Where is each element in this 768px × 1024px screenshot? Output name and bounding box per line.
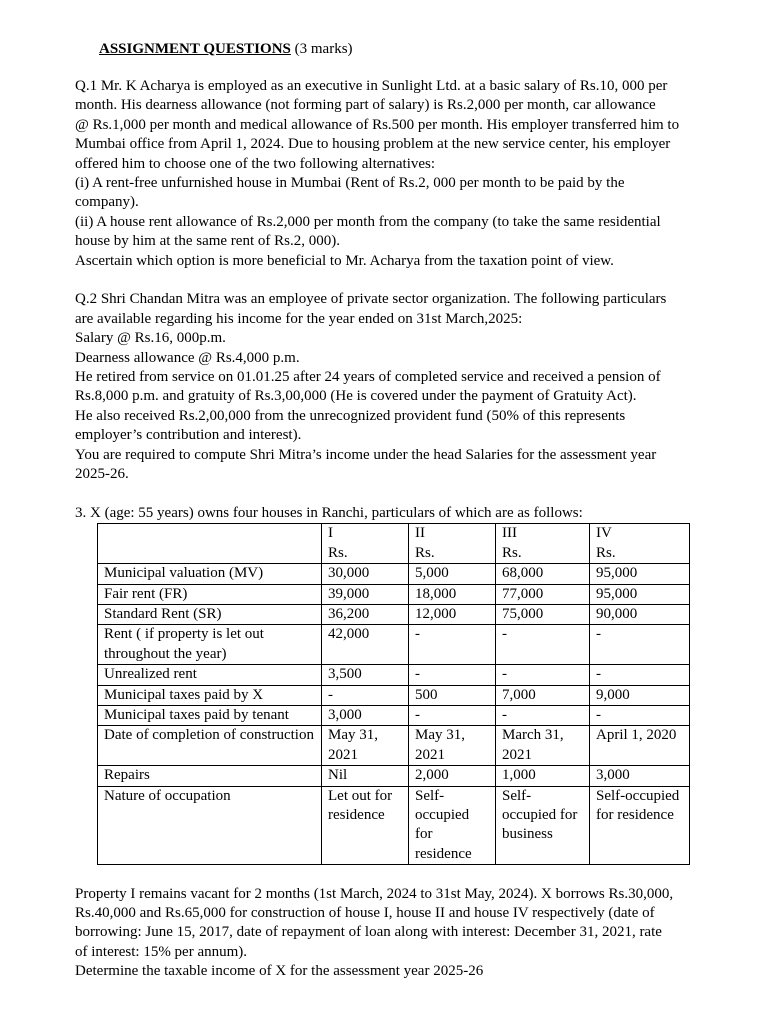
assignment-heading: [99, 38, 700, 60]
table-cell: -: [496, 705, 590, 725]
table-cell: -: [409, 665, 496, 685]
table-cell: -: [409, 705, 496, 725]
table-row: [98, 604, 690, 624]
question-3: [75, 504, 700, 982]
table-row: [98, 685, 690, 705]
q3-line: of interest: 15% per annum).: [75, 943, 248, 960]
table-cell: 39,000: [322, 584, 409, 604]
table-header-cell: I Rs.: [322, 524, 409, 564]
table-cell: 9,000: [590, 685, 690, 705]
row-label: Fair rent (FR): [98, 584, 322, 604]
q2-line: Rs.8,000 p.m. and gratuity of Rs.3,00,000 (He is covered under the payment of Gratuity Act).: [75, 388, 637, 405]
table-cell: -: [496, 625, 590, 665]
table-cell: March 31, 2021: [496, 726, 590, 766]
table-cell: 3,000: [322, 705, 409, 725]
table-cell: Nil: [322, 766, 409, 786]
heading-title: ASSIGNMENT QUESTIONS: [99, 41, 291, 57]
q1-line: Ascertain which option is more beneficial to Mr. Acharya from the taxation point of view.: [75, 252, 614, 269]
table-header-cell: II Rs.: [409, 524, 496, 564]
table-cell: 12,000: [409, 604, 496, 624]
table-row: [98, 705, 690, 725]
table-cell: 3,500: [322, 665, 409, 685]
table-cell: May 31, 2021: [409, 726, 496, 766]
q1-line: (ii) A house rent allowance of Rs.2,000 per month from the company (to take the same residential: [75, 213, 661, 230]
table-cell: 2,000: [409, 766, 496, 786]
table-row: [98, 766, 690, 786]
q2-line: employer’s contribution and interest).: [75, 427, 302, 444]
document-page: [75, 38, 700, 982]
table-cell: 5,000: [409, 564, 496, 584]
row-label: Repairs: [98, 766, 322, 786]
table-cell: 95,000: [590, 584, 690, 604]
table-cell: 30,000: [322, 564, 409, 584]
q1-line: offered him to choose one of the two following alternatives:: [75, 155, 436, 172]
q3-intro: 3. X (age: 55 years) owns four houses in Ranchi, particulars of which are as follows:: [75, 504, 583, 521]
row-label: Standard Rent (SR): [98, 604, 322, 624]
table-cell: 3,000: [590, 766, 690, 786]
q2-line: He retired from service on 01.01.25 after 24 years of completed service and received a pension of: [75, 369, 661, 386]
question-2: [75, 290, 700, 484]
table-header-row: [98, 524, 690, 564]
q1-line: Mumbai office from April 1, 2024. Due to housing problem at the new service center, his employer: [75, 136, 671, 153]
table-cell: Let out for residence: [322, 786, 409, 865]
q1-line: (i) A rent-free unfurnished house in Mumbai (Rent of Rs.2, 000 per month to be paid by the: [75, 175, 625, 192]
table-row: [98, 625, 690, 665]
table-cell: 1,000: [496, 766, 590, 786]
question-1: [75, 77, 700, 271]
q2-line: Salary @ Rs.16, 000p.m.: [75, 330, 226, 347]
row-label: Rent ( if property is let out throughout the year): [98, 625, 322, 665]
table-cell: Self-occupied for residence: [409, 786, 496, 865]
table-cell: 42,000: [322, 625, 409, 665]
table-cell: 77,000: [496, 584, 590, 604]
property-table: [97, 523, 690, 865]
table-cell: 18,000: [409, 584, 496, 604]
table-row: [98, 786, 690, 865]
table-cell: May 31, 2021: [322, 726, 409, 766]
q3-line: Rs.40,000 and Rs.65,000 for construction of house I, house II and house IV respectively (date of: [75, 905, 655, 922]
q3-line: borrowing: June 15, 2017, date of repayment of loan along with interest: December 31, 2021, rate: [75, 924, 662, 941]
table-cell: Self-occupied for residence: [590, 786, 690, 865]
q3-line: Determine the taxable income of X for the assessment year 2025-26: [75, 963, 484, 980]
table-cell: -: [322, 685, 409, 705]
table-header-cell: IV Rs.: [590, 524, 690, 564]
q1-line: company).: [75, 194, 139, 211]
row-label: Nature of occupation: [98, 786, 322, 865]
q2-line: are available regarding his income for the year ended on 31st March,2025:: [75, 310, 523, 327]
table-cell: 68,000: [496, 564, 590, 584]
table-row: [98, 584, 690, 604]
table-cell: -: [590, 625, 690, 665]
q2-line: Q.2 Shri Chandan Mitra was an employee of private sector organization. The following particulars: [75, 291, 667, 308]
row-label: Municipal valuation (MV): [98, 564, 322, 584]
row-label: Municipal taxes paid by X: [98, 685, 322, 705]
q1-line: @ Rs.1,000 per month and medical allowance of Rs.500 per month. His employer transferred him to: [75, 116, 680, 133]
q2-line: He also received Rs.2,00,000 from the unrecognized provident fund (50% of this represents: [75, 407, 626, 424]
table-cell: -: [590, 665, 690, 685]
q2-line: 2025-26.: [75, 466, 129, 483]
row-label: Date of completion of construction: [98, 726, 322, 766]
table-cell: 75,000: [496, 604, 590, 624]
table-row: [98, 665, 690, 685]
table-row: [98, 726, 690, 766]
heading-marks: (3 marks): [290, 41, 353, 57]
table-cell: 36,200: [322, 604, 409, 624]
table-cell: -: [496, 665, 590, 685]
table-header-cell: III Rs.: [496, 524, 590, 564]
q1-line: house by him at the same rent of Rs.2, 000).: [75, 233, 340, 250]
table-cell: Self-occupied for business: [496, 786, 590, 865]
q2-line: You are required to compute Shri Mitra’s income under the head Salaries for the assessment year: [75, 446, 657, 463]
q1-line: month. His dearness allowance (not forming part of salary) is Rs.2,000 per month, car allowance: [75, 97, 656, 114]
q3-line: Property I remains vacant for 2 months (1st March, 2024 to 31st May, 2024). X borrows Rs.30,000,: [75, 885, 674, 902]
row-label: Municipal taxes paid by tenant: [98, 705, 322, 725]
table-cell: April 1, 2020: [590, 726, 690, 766]
row-label: Unrealized rent: [98, 665, 322, 685]
table-row: [98, 564, 690, 584]
table-cell: 95,000: [590, 564, 690, 584]
q1-line: Q.1 Mr. K Acharya is employed as an executive in Sunlight Ltd. at a basic salary of Rs.10, 000 per: [75, 78, 668, 94]
table-corner-cell: [98, 524, 322, 564]
table-cell: -: [590, 705, 690, 725]
table-cell: 500: [409, 685, 496, 705]
table-cell: 7,000: [496, 685, 590, 705]
table-cell: 90,000: [590, 604, 690, 624]
q2-line: Dearness allowance @ Rs.4,000 p.m.: [75, 349, 300, 366]
table-cell: -: [409, 625, 496, 665]
